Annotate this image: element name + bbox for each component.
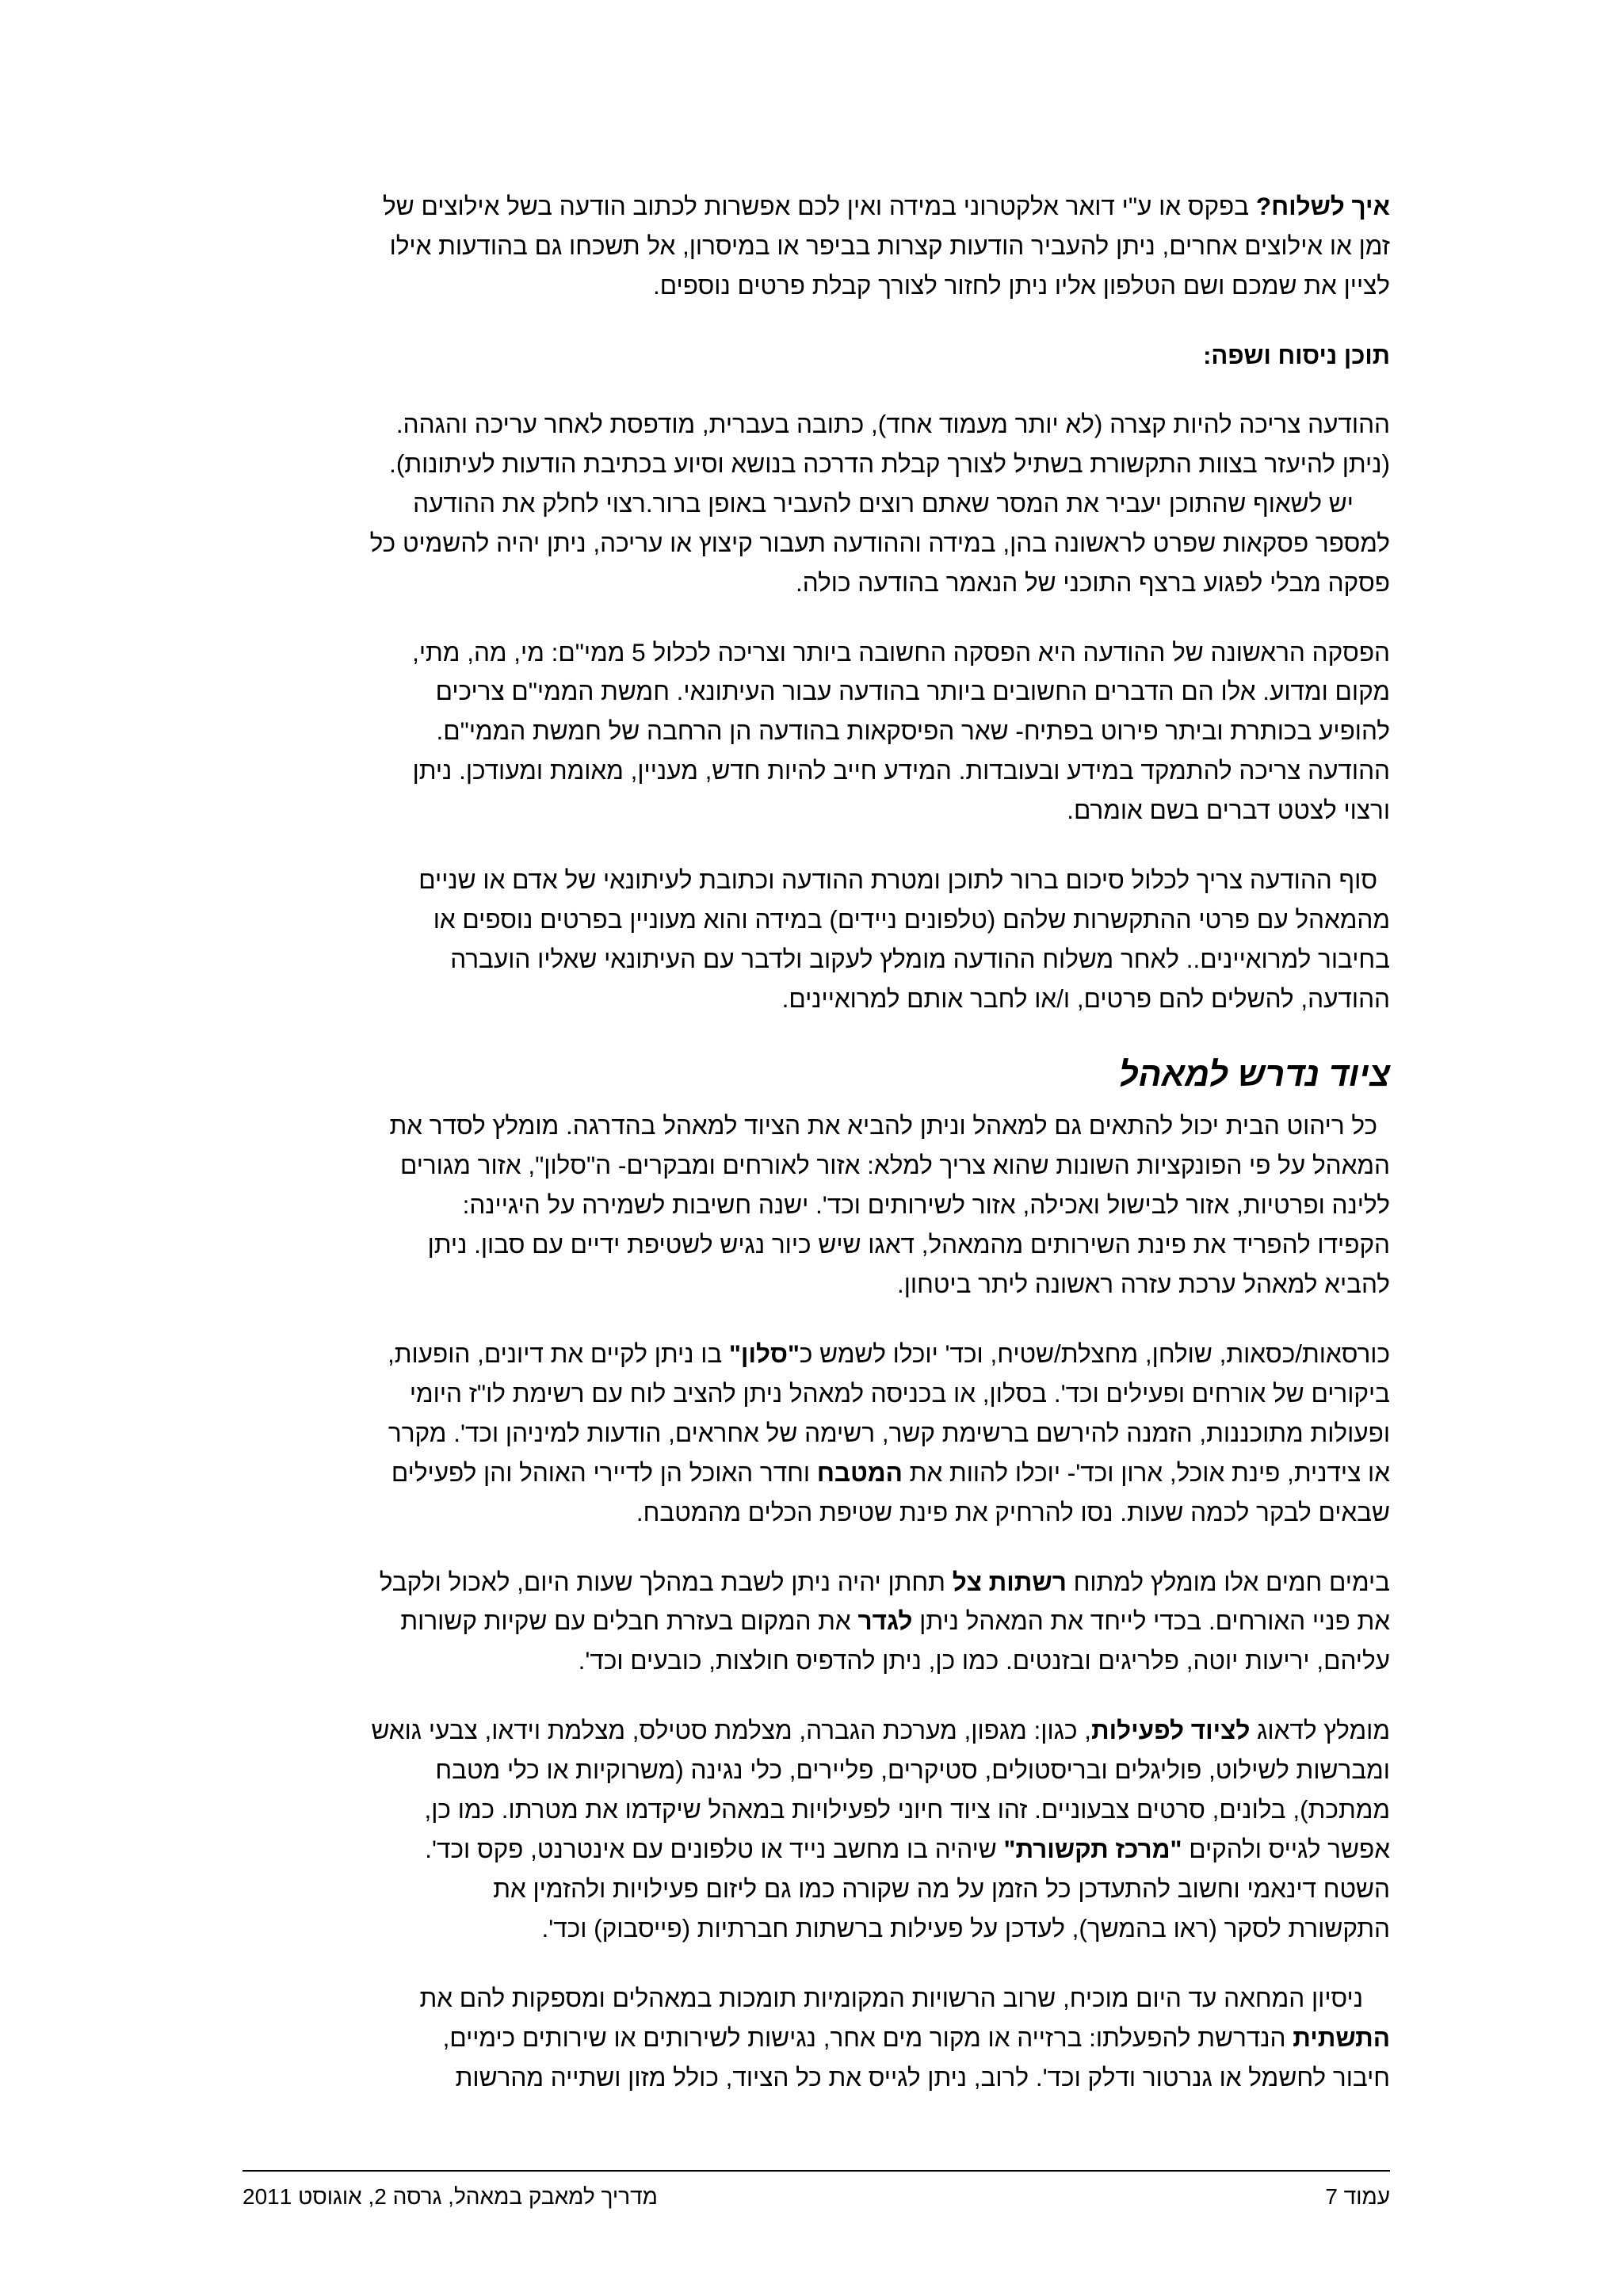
bold-term: רשתות צל — [952, 1567, 1067, 1596]
text-line: למספר פסקאות שפרט לראשונה בהן, במידה וההודעה תעבור קיצוץ או עריכה, ניתן יהיה להשמיט כל — [369, 528, 1390, 557]
bold-term: "מרכז תקשורת" — [1003, 1835, 1182, 1864]
text-line: בימים חמים אלו מומלץ למתוח רשתות צל תחתן יהיה ניתן לשבת במהלך שעות היום, לאכול ולקבל — [379, 1567, 1390, 1596]
text-line: יש לשאוף שהתוכן יעביר את המסר שאתם רוצים להעביר באופן ברור.רצוי לחלק את ההודעה — [413, 488, 1354, 518]
text-line: איך לשלוח? בפקס או ע"י דואר אלקטרוני במידה ואין לכם אפשרות לכתוב הודעה בשל אילוצים של — [383, 192, 1390, 220]
bold-term: המטבח — [816, 1457, 903, 1487]
page-footer — [242, 2183, 1390, 2211]
text-line: לציין את שמכם ושם הטלפון אליו ניתן לחזור לצורך קבלת פרטים נוספים. — [653, 270, 1390, 300]
bold-lead: איך לשלוח? — [1255, 192, 1390, 220]
text-line: הקפידו להפריד את פינת השירותים מהמאהל, דאגו שיש כיור נגיש לשטיפת ידיים עם סבון. ניתן — [427, 1230, 1390, 1259]
footer-page-number: עמוד 7 — [1325, 2184, 1390, 2209]
bold-term: לציוד לפעילות — [1091, 1716, 1251, 1745]
bold-term: לגדר — [857, 1606, 913, 1636]
text-line: השטח דינאמי וחשוב להתעדכן כל הזמן על מה שקורה כמו גם ליזום פעילויות ולהזמין את — [493, 1874, 1390, 1903]
text-line: כל ריהוט הבית יכול להתאים גם למאהל וניתן להביא את הציוד למאהל בהדרגה. מומלץ לסדר את — [389, 1111, 1377, 1140]
text-line: הפסקה הראשונה של ההודעה היא הפסקה החשובה ביותר וצריכה לכלול 5 ממי"ם: מי, מה, מתי, — [412, 637, 1390, 667]
text-line: התקשורת לסקר (ראו בהמשך), לעדכן על פעילות ברשתות חברתיות (פייסבוק) וכד'. — [541, 1913, 1390, 1943]
text-line: חיבור לחשמל או גנרטור ודלק וכד'. לרוב, ניתן לגייס את כל הציוד, כולל מזון ושתייה מהרשות — [455, 2062, 1390, 2092]
paragraph-activity-equipment — [242, 1711, 1390, 1949]
text-line: פסקה מבלי לפגוע ברצף התוכני של הנאמר בהודעה כולה. — [796, 567, 1390, 597]
text-line: את פניי האורחים. בכדי לייחד את המאהל ניתן לגדר את המקום בעזרת חבלים עם שקיות קשורות — [400, 1606, 1390, 1636]
paragraph-how-to-send — [242, 187, 1390, 306]
text-line: סוף ההודעה צריך לכלול סיכום ברור לתוכן ומטרת ההודעה וכתובת לעיתונאי של אדם או שניים — [418, 865, 1377, 895]
bold-term: "סלון" — [729, 1339, 800, 1368]
text-line: ביקורים של אורחים ופעילים וכד'. בסלון, או בכניסה למאהל ניתן להציב לוח עם רשימת לו"ז היומי — [409, 1378, 1390, 1408]
text-line: בחיבור למרואיינים.. לאחר משלוח ההודעה מומלץ לעקוב ולדבר עם העיתונאי שאליו הועברה — [450, 944, 1390, 973]
paragraph-furniture — [242, 1106, 1390, 1305]
text-line: להביא למאהל ערכת עזרה ראשונה ליתר ביטחון. — [896, 1269, 1390, 1298]
text-line: ממתכת), בלונים, סרטים צבעוניים. זהו ציוד חיוני לפעילויות במאהל שיקדמו את מטרתו. כמו כן, — [424, 1795, 1390, 1824]
document-body — [242, 187, 1390, 2128]
text-line: המאהל על פי הפונקציות השונות שהוא צריך למלא: אזור לאורחים ומבקרים- ה"סלון", אזור מגורים — [400, 1151, 1390, 1180]
text-line: להופיע בכותרת וביתר פירוט בפתיח- שאר הפיסקאות בהודעה הן הרחבה של חמשת הממי"ם. — [436, 716, 1390, 746]
text-line: ההודעה צריכה להיות קצרה (לא יותר מעמוד אחד), כתובה בעברית, מודפסת לאחר עריכה והגהה. — [395, 409, 1390, 438]
paragraph-living-room — [242, 1335, 1390, 1533]
text-line: ניסיון המחאה עד היום מוכיח, שרוב הרשויות המקומיות תומכות במאהלים ומספקות להם את — [419, 1983, 1363, 2012]
text-line: ללינה ופרטיות, אזור לבישול ואכילה, אזור לשירותים וכד'. ישנה חשיבות לשמירה על היגיינה: — [462, 1190, 1390, 1220]
paragraph-five-ws — [242, 633, 1390, 831]
text-line: מומלץ לדאוג לציוד לפעילות, כגון: מגפון, מערכת הגברה, מצלמת סטילס, מצלמת וידאו, צבעי גואש — [371, 1716, 1390, 1745]
text-line: כורסאות/כסאות, שולחן, מחצלת/שטיח, וכד' יוכלו לשמש כ"סלון" בו ניתן לקיים את דיונים, הופעות, — [387, 1339, 1390, 1368]
text-line: אפשר לגייס ולהקים "מרכז תקשורת" שיהיה בו מחשב נייד או טלפונים עם אינטרנט, פקס וכד'. — [425, 1835, 1390, 1864]
section-heading: ציוד נדרש למאהל — [1119, 1055, 1390, 1094]
footer-divider — [242, 2170, 1390, 2172]
footer-document-label: מדריך למאבק במאהל, גרסה 2, אוגוסט 2011 — [242, 2184, 658, 2209]
bold-term: התשתית — [1293, 2023, 1390, 2052]
text-line: התשתית הנדרשת להפעלתו: ברזייה או מקור מים אחר, נגישות לשירותים או שירותים כימיים, — [442, 2023, 1390, 2052]
text-line: (ניתן להיעזר בצוות התקשורת בשתיל לצורך קבלת הדרכה בנושא וסיוע בכתיבת הודעות לעיתונות). — [389, 449, 1390, 478]
text-line: או צידנית, פינת אוכל, ארון וכד'- יוכלו להוות את המטבח וחדר האוכל הן לדיירי האוהל והן לפעילים — [391, 1457, 1390, 1487]
text-line: ומברשות לשילוט, פוליגלים ובריסטולים, סטיקרים, פליירים, כלי נגינה (משרוקיות או כלי מטבח — [435, 1755, 1390, 1785]
text-line: ורצוי לצטט דברים בשם אומרם. — [1067, 796, 1390, 825]
section-subtitle: תוכן ניסוח ושפה: — [1203, 341, 1390, 369]
text-line: ופעולות מתוכננות, הזמנה להירשם ברשימת קשר, רשימה של אחראים, הודעות למיניהן וכד'. מקרר — [388, 1418, 1390, 1447]
text-line: ההודעה צריכה להתמקד במידע ובעובדות. המידע חייב להיות חדש, מעניין, מאומת ומעודכן. ניתן — [412, 756, 1390, 785]
text-line: שבאים לבקר לכמה שעות. נסו להרחיק את פינת שטיפת הכלים מהמטבח. — [636, 1497, 1390, 1526]
text-line: ההודעה, להשלים להם פרטים, ו/או לחבר אותם למרואיינים. — [781, 984, 1390, 1013]
paragraph-content-language — [242, 405, 1390, 603]
text-line: עליהם, יריעות יוטה, פלריגים ובזנטים. כמו כן, ניתן להדפיס חולצות, כובעים וכד'. — [578, 1646, 1390, 1675]
text-line: מקום ומדוע. אלו הם הדברים החשובים ביותר בהודעה עבור העיתונאי. חמשת הממי"ם צריכים — [435, 677, 1390, 706]
text-line: זמן או אילוצים אחרים, ניתן להעביר הודעות קצרות בביפר או במיסרון, אל תשכחו גם בהודעות אילו — [389, 231, 1390, 260]
paragraph-message-end — [242, 861, 1390, 1019]
paragraph-shade-nets — [242, 1563, 1390, 1682]
text-line: מהמאהל עם פרטי ההתקשרות שלהם (טלפונים ניידים) במידה והוא מעוניין בפרטים נוספים או — [433, 905, 1390, 934]
paragraph-infrastructure — [242, 1979, 1390, 2098]
